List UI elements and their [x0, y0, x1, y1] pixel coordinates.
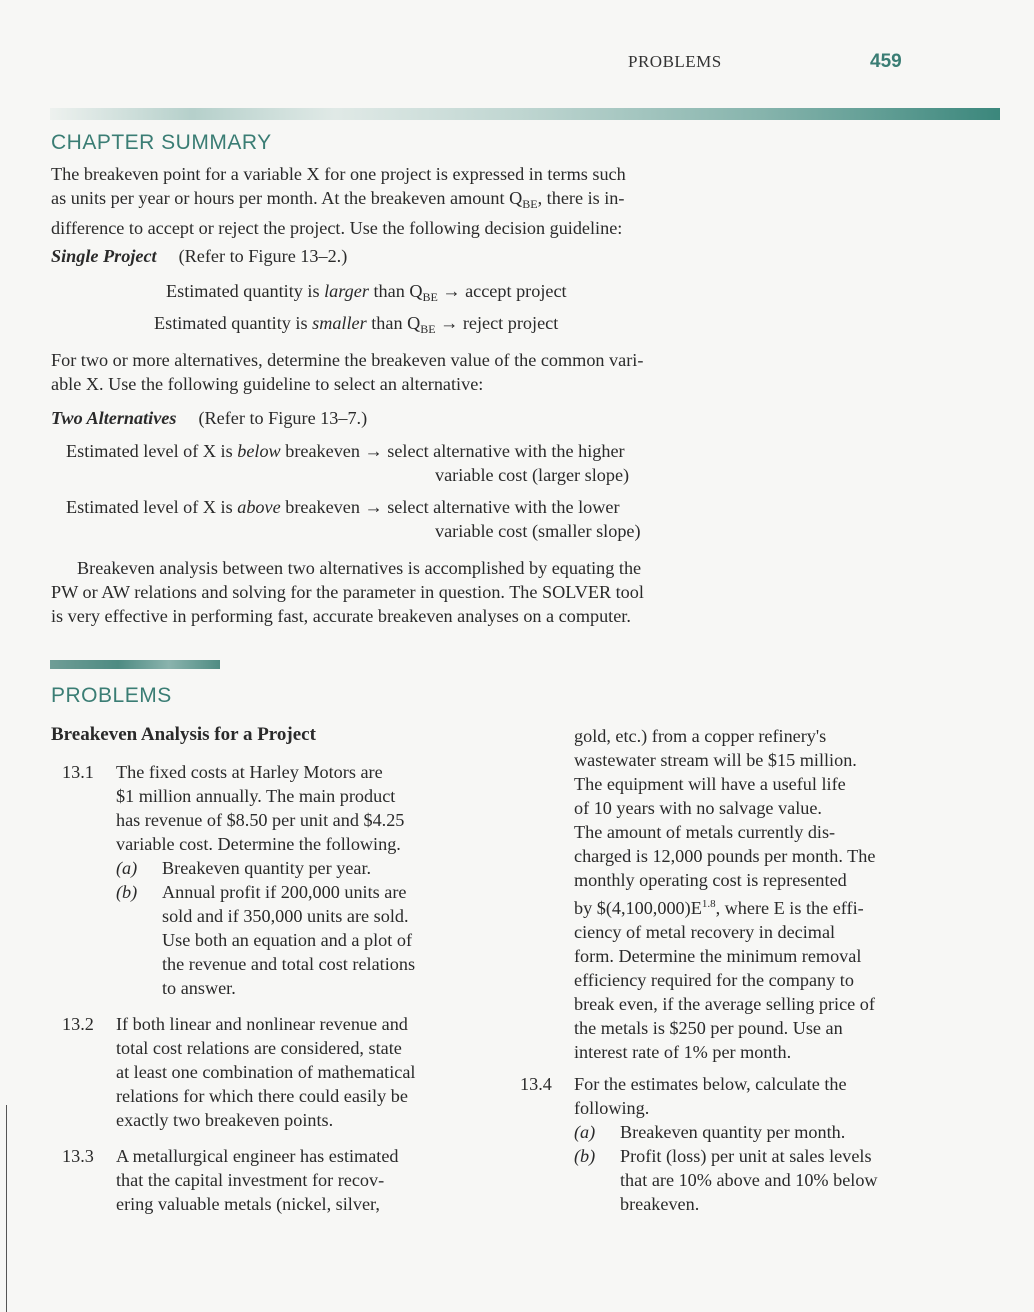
text-line: that are 10% above and 10% below	[620, 1170, 878, 1190]
text-segment: by $(4,100,000)E	[574, 898, 702, 918]
figure-reference: (Refer to Figure 13–7.)	[198, 408, 368, 428]
text-line: to answer.	[162, 978, 236, 998]
problem-number: 13.2	[62, 1014, 94, 1034]
figure-reference: (Refer to Figure 13–2.)	[178, 246, 348, 266]
text-segment: as units per year or hours per month. At the breakeven amount Q	[51, 188, 523, 208]
sub-question-label: (a)	[116, 858, 138, 878]
problem-13-3-continuation	[574, 724, 920, 1064]
text-line: is very effective in performing fast, accurate breakeven analyses on a computer.	[51, 606, 631, 626]
text-segment: , there is in-	[537, 188, 625, 208]
guideline-below	[66, 441, 625, 462]
subheading-title: Two Alternatives	[51, 408, 177, 428]
text-segment: than Q	[368, 281, 423, 301]
text-line: If both linear and nonlinear revenue and	[116, 1014, 408, 1034]
text-line: $1 million annually. The main product	[116, 786, 396, 806]
text-line: For the estimates below, calculate the	[574, 1074, 847, 1094]
superscript: 1.8	[701, 898, 716, 910]
two-alternatives-subheading	[51, 408, 367, 429]
chapter-summary-heading: CHAPTER SUMMARY	[51, 131, 272, 154]
text-line: breakeven.	[620, 1194, 700, 1214]
summary-solver-paragraph	[51, 556, 729, 628]
text-line: variable cost. Determine the following.	[116, 834, 401, 854]
problem-text	[116, 1012, 462, 1132]
emphasis: smaller	[312, 313, 367, 333]
sub-question-a	[116, 856, 462, 880]
single-project-subheading	[51, 246, 347, 267]
text-segment: Estimated level of X is	[66, 497, 238, 517]
text-segment: Estimated quantity is	[166, 281, 325, 301]
subheading-title: Single Project	[51, 246, 157, 266]
text-segment: Estimated quantity is	[154, 313, 313, 333]
text-line: Annual profit if 200,000 units are	[162, 882, 407, 902]
sub-question-a	[574, 1120, 920, 1144]
problem-number: 13.4	[520, 1074, 552, 1094]
text-line: break even, if the average selling price of	[574, 994, 875, 1014]
text-line: interest rate of 1% per month.	[574, 1042, 792, 1062]
sub-question-b	[574, 1144, 920, 1216]
text-line: The amount of metals currently dis-	[574, 822, 836, 842]
sub-question-b	[116, 880, 462, 1000]
text-line: The breakeven point for a variable X for one project is expressed in terms such	[51, 164, 626, 184]
problem-number: 13.1	[62, 762, 94, 782]
text-line: charged is 12,000 pounds per month. The	[574, 846, 876, 866]
sub-question-text: Breakeven quantity per month.	[620, 1122, 846, 1142]
text-segment: , where E is the effi-	[715, 898, 864, 918]
text-line: that the capital investment for recov-	[116, 1170, 385, 1190]
formula-line	[574, 892, 920, 920]
text-segment: → reject project	[435, 313, 559, 333]
scan-margin-line	[6, 1105, 7, 1312]
page-number: 459	[870, 51, 902, 72]
text-line: difference to accept or reject the project. Use the following decision guideline:	[51, 218, 623, 238]
sub-question-label: (b)	[574, 1146, 596, 1166]
text-segment: breakeven → select alternative with the higher	[280, 441, 625, 461]
text-line: form. Determine the minimum removal	[574, 946, 862, 966]
text-line: wastewater stream will be $15 million.	[574, 750, 857, 770]
guideline-above	[66, 497, 620, 518]
sub-question-text: Breakeven quantity per year.	[162, 858, 372, 878]
text-line: PW or AW relations and solving for the parameter in question. The SOLVER tool	[51, 582, 644, 602]
text-segment: → accept project	[437, 281, 567, 301]
problem-text	[116, 760, 462, 856]
subscript: BE	[420, 322, 436, 336]
text-line: For two or more alternatives, determine the breakeven value of the common vari-	[51, 350, 644, 370]
text-line: ciency of metal recovery in decimal	[574, 922, 836, 942]
text-line: Use both an equation and a plot of	[162, 930, 413, 950]
text-segment: breakeven → select alternative with the lower	[280, 497, 620, 517]
text-line: Profit (loss) per unit at sales levels	[620, 1146, 872, 1166]
emphasis: below	[237, 441, 281, 461]
problem-text	[574, 1072, 920, 1120]
text-line: efficiency required for the company to	[574, 970, 854, 990]
text-line: at least one combination of mathematical	[116, 1062, 416, 1082]
summary-intro-paragraph	[51, 162, 729, 240]
text-line: the metals is $250 per pound. Use an	[574, 1018, 843, 1038]
text-line: of 10 years with no salvage value.	[574, 798, 822, 818]
text-line: monthly operating cost is represented	[574, 870, 847, 890]
sub-question-list	[574, 1120, 920, 1216]
text-line: able X. Use the following guideline to select an alternative:	[51, 374, 484, 394]
sub-question-label: (b)	[116, 882, 138, 902]
emphasis: above	[237, 497, 281, 517]
emphasis: larger	[324, 281, 369, 301]
text-line: has revenue of $8.50 per unit and $4.25	[116, 810, 405, 830]
text-line: the revenue and total cost relations	[162, 954, 416, 974]
problem-13-2	[62, 1012, 462, 1132]
running-head: PROBLEMS	[628, 52, 722, 71]
text-line: following.	[574, 1098, 650, 1118]
section-title: Breakeven Analysis for a Project	[51, 724, 316, 745]
text-line	[51, 186, 729, 216]
text-segment: Estimated level of X is	[66, 441, 238, 461]
text-line: exactly two breakeven points.	[116, 1110, 334, 1130]
problem-number: 13.3	[62, 1146, 94, 1166]
subscript: BE	[522, 197, 538, 211]
sub-question-label: (a)	[574, 1122, 596, 1142]
text-line: sold and if 350,000 units are sold.	[162, 906, 409, 926]
text-line: A metallurgical engineer has estimated	[116, 1146, 399, 1166]
decorative-rule	[50, 660, 220, 669]
problem-13-4	[520, 1072, 920, 1216]
guideline-above-continuation: variable cost (smaller slope)	[435, 521, 641, 541]
text-line: Breakeven analysis between two alternatives is accomplished by equating the	[77, 558, 642, 578]
guideline-below-continuation: variable cost (larger slope)	[435, 465, 630, 485]
summary-alternatives-paragraph	[51, 348, 729, 396]
subscript: BE	[422, 290, 438, 304]
sub-question-list	[116, 856, 462, 1000]
problem-text	[116, 1144, 462, 1216]
decorative-rule	[50, 108, 1000, 120]
text-line: The fixed costs at Harley Motors are	[116, 762, 383, 782]
decision-rule-reject	[154, 313, 558, 337]
text-line: relations for which there could easily be	[116, 1086, 408, 1106]
problems-heading: PROBLEMS	[51, 684, 172, 707]
problem-13-3	[62, 1144, 462, 1216]
text-line: The equipment will have a useful life	[574, 774, 846, 794]
text-line: total cost relations are considered, state	[116, 1038, 402, 1058]
decision-rule-accept	[166, 281, 567, 305]
problem-13-1	[62, 760, 462, 1000]
text-line: ering valuable metals (nickel, silver,	[116, 1194, 380, 1214]
text-segment: than Q	[366, 313, 421, 333]
text-line: gold, etc.) from a copper refinery's	[574, 726, 827, 746]
